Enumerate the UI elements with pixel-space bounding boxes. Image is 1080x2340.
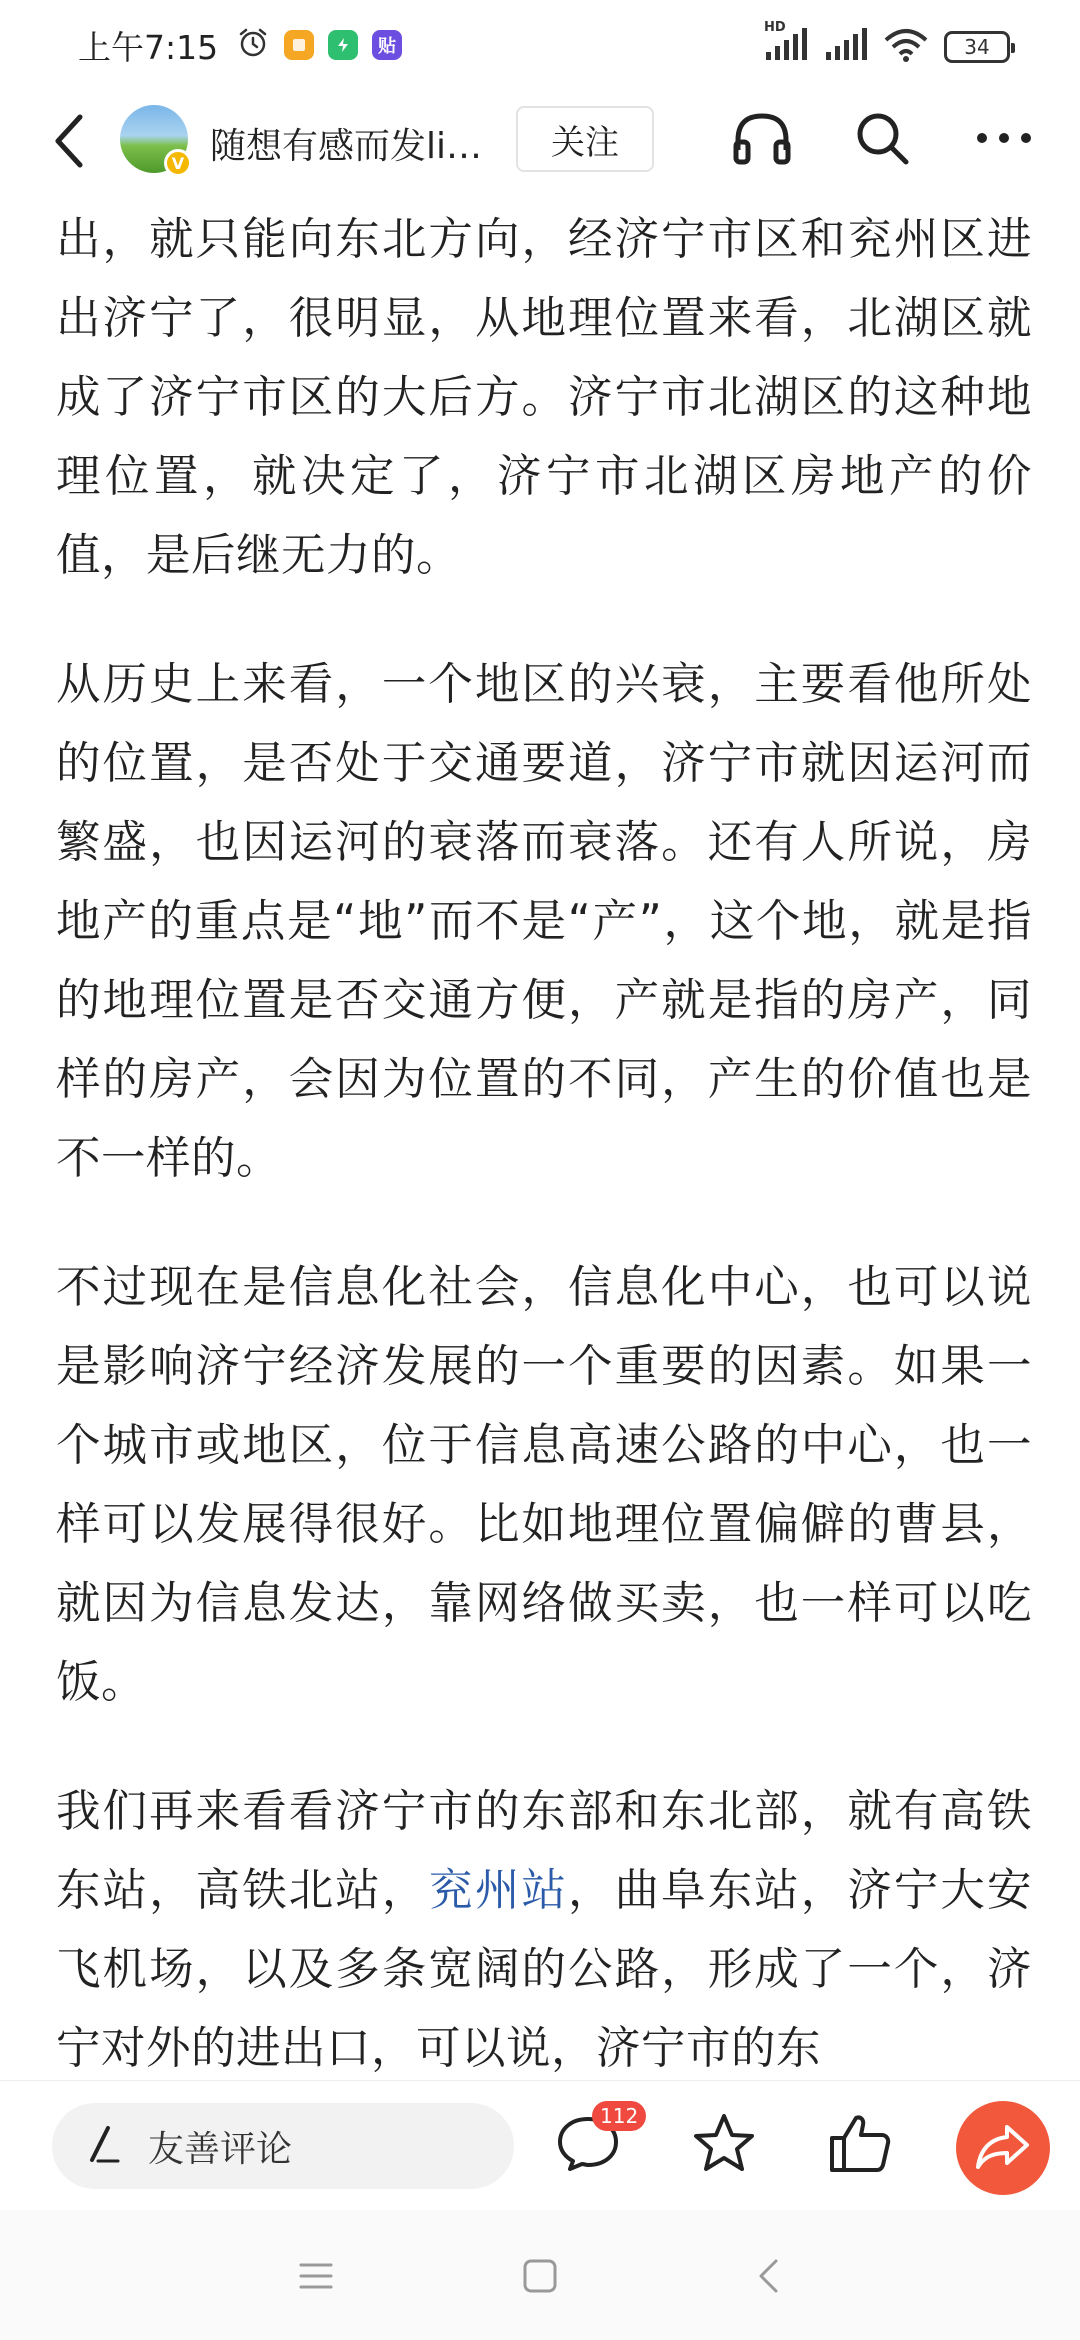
article-body (56, 200, 1032, 2080)
article-paragraph: 出，就只能向东北方向，经济宁市区和兖州区进出济宁了，很明显，从地理位置来看，北湖区就成了济宁市区的大后方。济宁市北湖区的这种地理位置，就决定了，济宁市北湖区房地产的价值，是后继无力的。 (56, 214, 1032, 581)
search-icon (854, 110, 910, 170)
system-navigation-bar (0, 2210, 1080, 2340)
favorite-button[interactable] (686, 2107, 762, 2183)
share-button[interactable] (956, 2101, 1050, 2195)
article-paragraph: 从历史上来看，一个地区的兴衰，主要看他所处的位置，是否处于交通要道，济宁市就因运河而繁盛，也因运河的衰落而衰落。还有人所说，房地产的重点是“地”而不是“产”，这个地，就是指的地理位置是否交通方便，产就是指的房产，同样的房产，会因为位置的不同，产生的价值也是不一样的。 (56, 659, 1032, 1184)
tieba-app-icon: 贴 (372, 30, 402, 60)
back-button[interactable] (40, 108, 100, 178)
home-square-icon (522, 2258, 558, 2298)
status-notification-icons (236, 26, 402, 64)
signal-icon (824, 28, 868, 66)
chevron-left-icon (50, 111, 90, 175)
share-arrow-icon (975, 2123, 1031, 2173)
listen-button[interactable] (726, 104, 798, 176)
signal-icon (764, 20, 808, 66)
menu-nav-button[interactable] (288, 2250, 344, 2306)
article-header (0, 90, 1080, 194)
pen-icon (86, 2124, 122, 2168)
battery-level: 34 (964, 35, 990, 59)
notes-app-icon (284, 30, 314, 60)
comment-placeholder: 友善评论 (148, 2128, 293, 2170)
station-link[interactable]: 兖州站 (428, 1865, 569, 1916)
verified-badge: V (164, 149, 192, 177)
thumbs-up-icon (828, 2112, 892, 2178)
green-app-icon (328, 30, 358, 60)
bottom-action-bar (0, 2080, 1080, 2210)
status-bar (0, 0, 1080, 90)
back-nav-button[interactable] (740, 2250, 796, 2306)
author-avatar[interactable] (120, 105, 188, 173)
more-dots-icon (976, 130, 1032, 150)
menu-lines-icon (299, 2261, 333, 2295)
search-button[interactable] (846, 104, 918, 176)
back-triangle-icon (756, 2258, 780, 2298)
home-nav-button[interactable] (512, 2250, 568, 2306)
article-paragraph: 不过现在是信息化社会，信息化中心，也可以说是影响济宁经济发展的一个重要的因素。如果一个城市或地区，位于信息高速公路的中心，也一样可以发展得很好。比如地理位置偏僻的曹县，就因为信息发达，靠网络做买卖，也一样可以吃饭。 (56, 1262, 1032, 1708)
alarm-icon (236, 26, 270, 64)
more-button[interactable] (968, 104, 1040, 176)
headphones-icon (732, 110, 792, 170)
author-name[interactable]: 随想有感而发li… (210, 126, 483, 167)
comment-count-badge: 112 (592, 2101, 646, 2131)
network-type-label: HD (764, 20, 786, 35)
like-button[interactable] (822, 2107, 898, 2183)
comment-input[interactable] (52, 2103, 514, 2189)
status-time: 上午7:15 (78, 27, 219, 67)
star-icon (692, 2112, 756, 2178)
status-system-icons (764, 20, 1010, 66)
paragraph-text: ，曲阜东站，济宁大安飞机场，以及多条宽阔的公路，形成了一个，济宁对外的进出口，可以说，济宁市的东 (56, 1865, 1032, 2074)
paragraph-text: 我们再来看看济宁市的东部和东北部，就有高铁东站，高铁北站， (56, 1786, 1032, 1916)
article-paragraph (56, 1772, 1032, 2080)
wifi-icon (884, 28, 928, 66)
follow-button[interactable]: 关注 (516, 106, 654, 172)
battery-icon (944, 31, 1010, 63)
